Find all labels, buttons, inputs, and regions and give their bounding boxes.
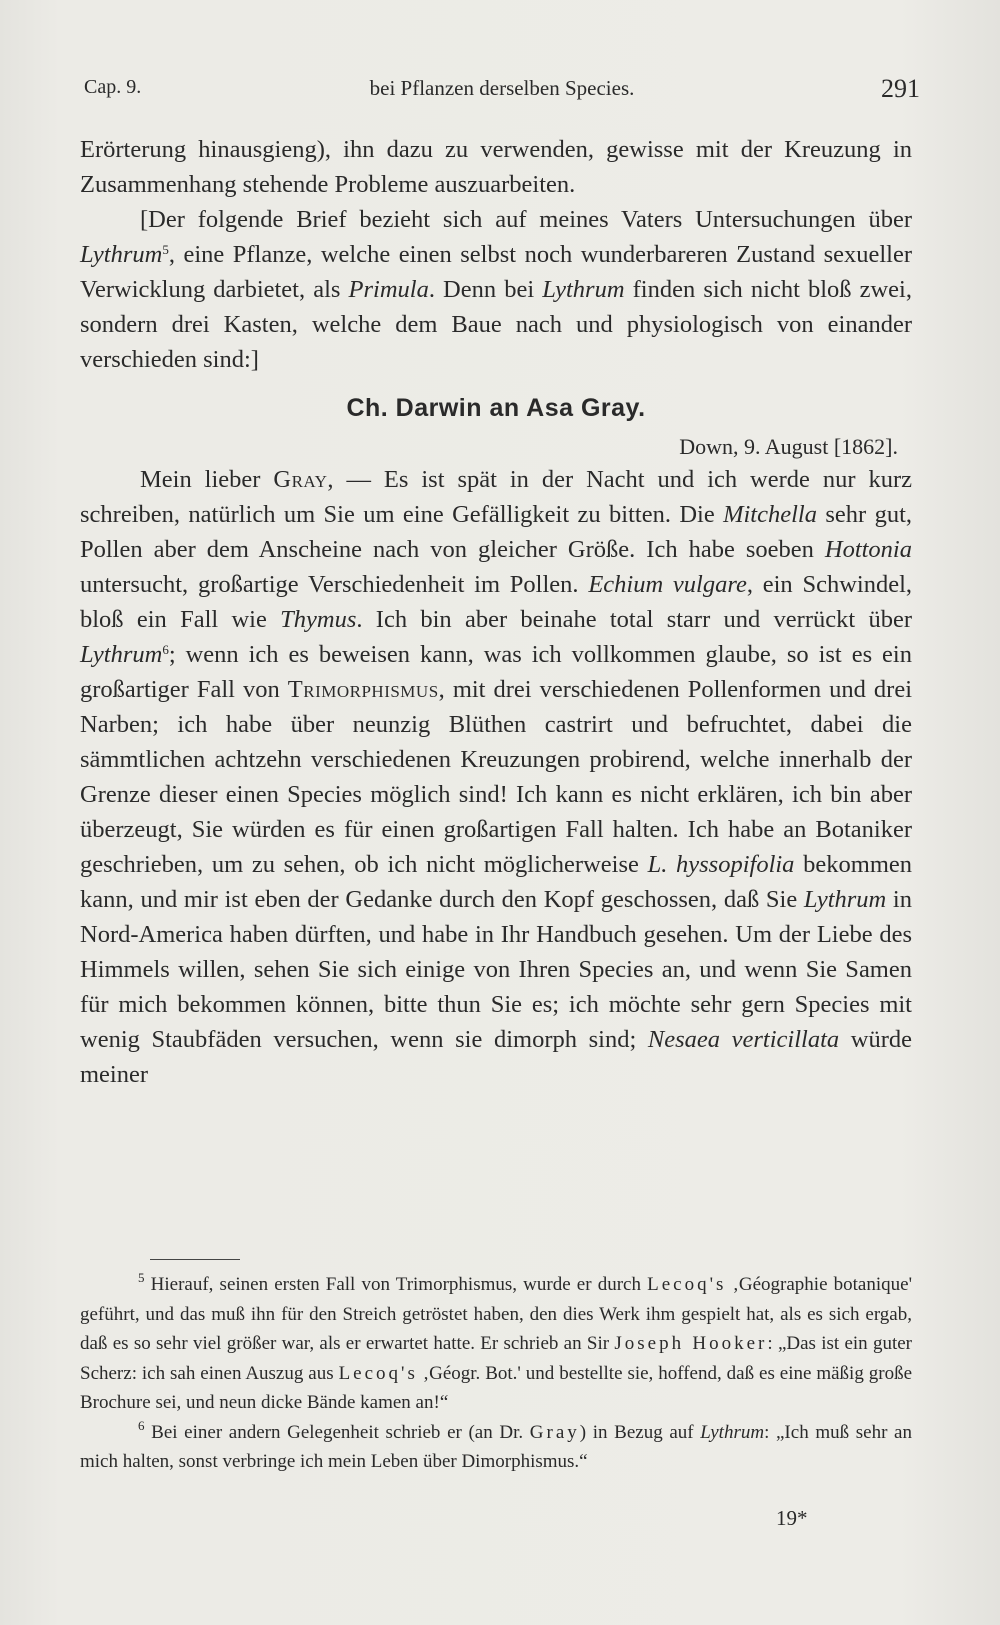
paragraph-continuation: Erörterung hinausgieng), ihn dazu zu verwenden, gewisse mit der Kreuzung in Zusammenhang stehende Probleme auszuarbeiten. — [80, 136, 912, 198]
letter-dateline: Down, 9. August [1862]. — [679, 434, 898, 459]
running-header — [84, 70, 920, 110]
letter-body: Mein lieber Gray, — Es ist spät in der Nacht und ich werde nur kurz schreiben, natürlich um Sie um eine Gefälligkeit zu bitten. Die Mitchella sehr gut, Pollen aber dem Anscheine nach von gleicher Größe. Ich habe soeben Hottonia untersucht, großartige Verschiedenheit im Pollen. Echium vulgare, ein Schwindel, bloß ein Fall wie Thymus. Ich bin aber beinahe total starr und verrückt über Lythrum$^6$; wenn ich es beweisen kann, was ich vollkommen glaube, so ist es ein großartiger Fall von Trimorphismus, mit drei verschiedenen Pollenformen und drei Narben; ich habe über neunzig Blüthen castrirt und befruchtet, dabei die sämmtlichen achtzehn verschiedenen Kreuzungen probirend, welche innerhalb der Grenze dieser einen Species möglich sind! Ich kann es nicht erklären, ich bin aber überzeugt, Sie würden es für einen großartigen Fall halten. Ich habe an Botaniker geschrieben, um zu sehen, ob ich nicht möglicherweise L. hyssopifolia bekommen kann, und mir ist eben der Gedanke durch den Kopf geschossen, daß Sie Lythrum in Nord-America haben dürften, und habe in Ihr Handbuch gesehen. Um der Liebe des Himmels willen, sehen Sie sich einige von Ihren Species an, und wenn Sie Samen für mich bekommen können, bitte thun Sie es; ich möchte sehr gern Species mit wenig Staubfäden versuchen, wenn sie dimorph sind; Nesaea verticillata würde meiner — [80, 466, 913, 1088]
letter-heading: Ch. Darwin an Asa Gray. — [346, 394, 646, 422]
footnote-5: $^5$ Hierauf, seinen ersten Fall von Trimorphismus, wurde er durch Lecoq's ‚Géographie botanique' geführt, und das muß ihn für den Streich getröstet haben, den dies Werk ihm gespielt hat, als es sich ergab, daß es so sehr viel größer war, als er erwartet hatte. Er schrieb an Sir Joseph Hooker: „Das ist ein guter Scherz: ich sah einen Auszug aus Lecoq's ‚Géogr. Bot.' und bestellte sie, hoffend, daß es eine mäßig große Brochure sei, und neun dicke Bände kamen an!“ — [80, 1270, 913, 1413]
footnote-divider — [150, 1259, 240, 1260]
footnote-6: $^6$ Bei einer andern Gelegenheit schrieb er (an Dr. Gray) in Bezug auf Lythrum: „Ich muß sehr an mich halten, sonst verbringe ich mein Leben über Dimorphismus.“ — [80, 1417, 912, 1472]
running-title: bei Pflanzen derselben Species. — [369, 76, 635, 100]
editorial-paragraph: [Der folgende Brief bezieht sich auf meines Vaters Untersuchungen über Lythrum$^5$, eine Pflanze, welche einen selbst noch wunderbareren Zustand sexueller Verwicklung darbietet, als Primula. Denn bei Lythrum finden sich nicht bloß zwei, sondern drei Kasten, welche dem Baue nach und physiologisch von einander verschieden sind:] — [80, 206, 912, 373]
chapter-label: Cap. 9. — [84, 76, 142, 98]
footnotes — [80, 1270, 912, 1477]
page-number: 291 — [881, 74, 920, 103]
main-text — [80, 132, 912, 1092]
signature-mark: 19* — [776, 1506, 808, 1530]
